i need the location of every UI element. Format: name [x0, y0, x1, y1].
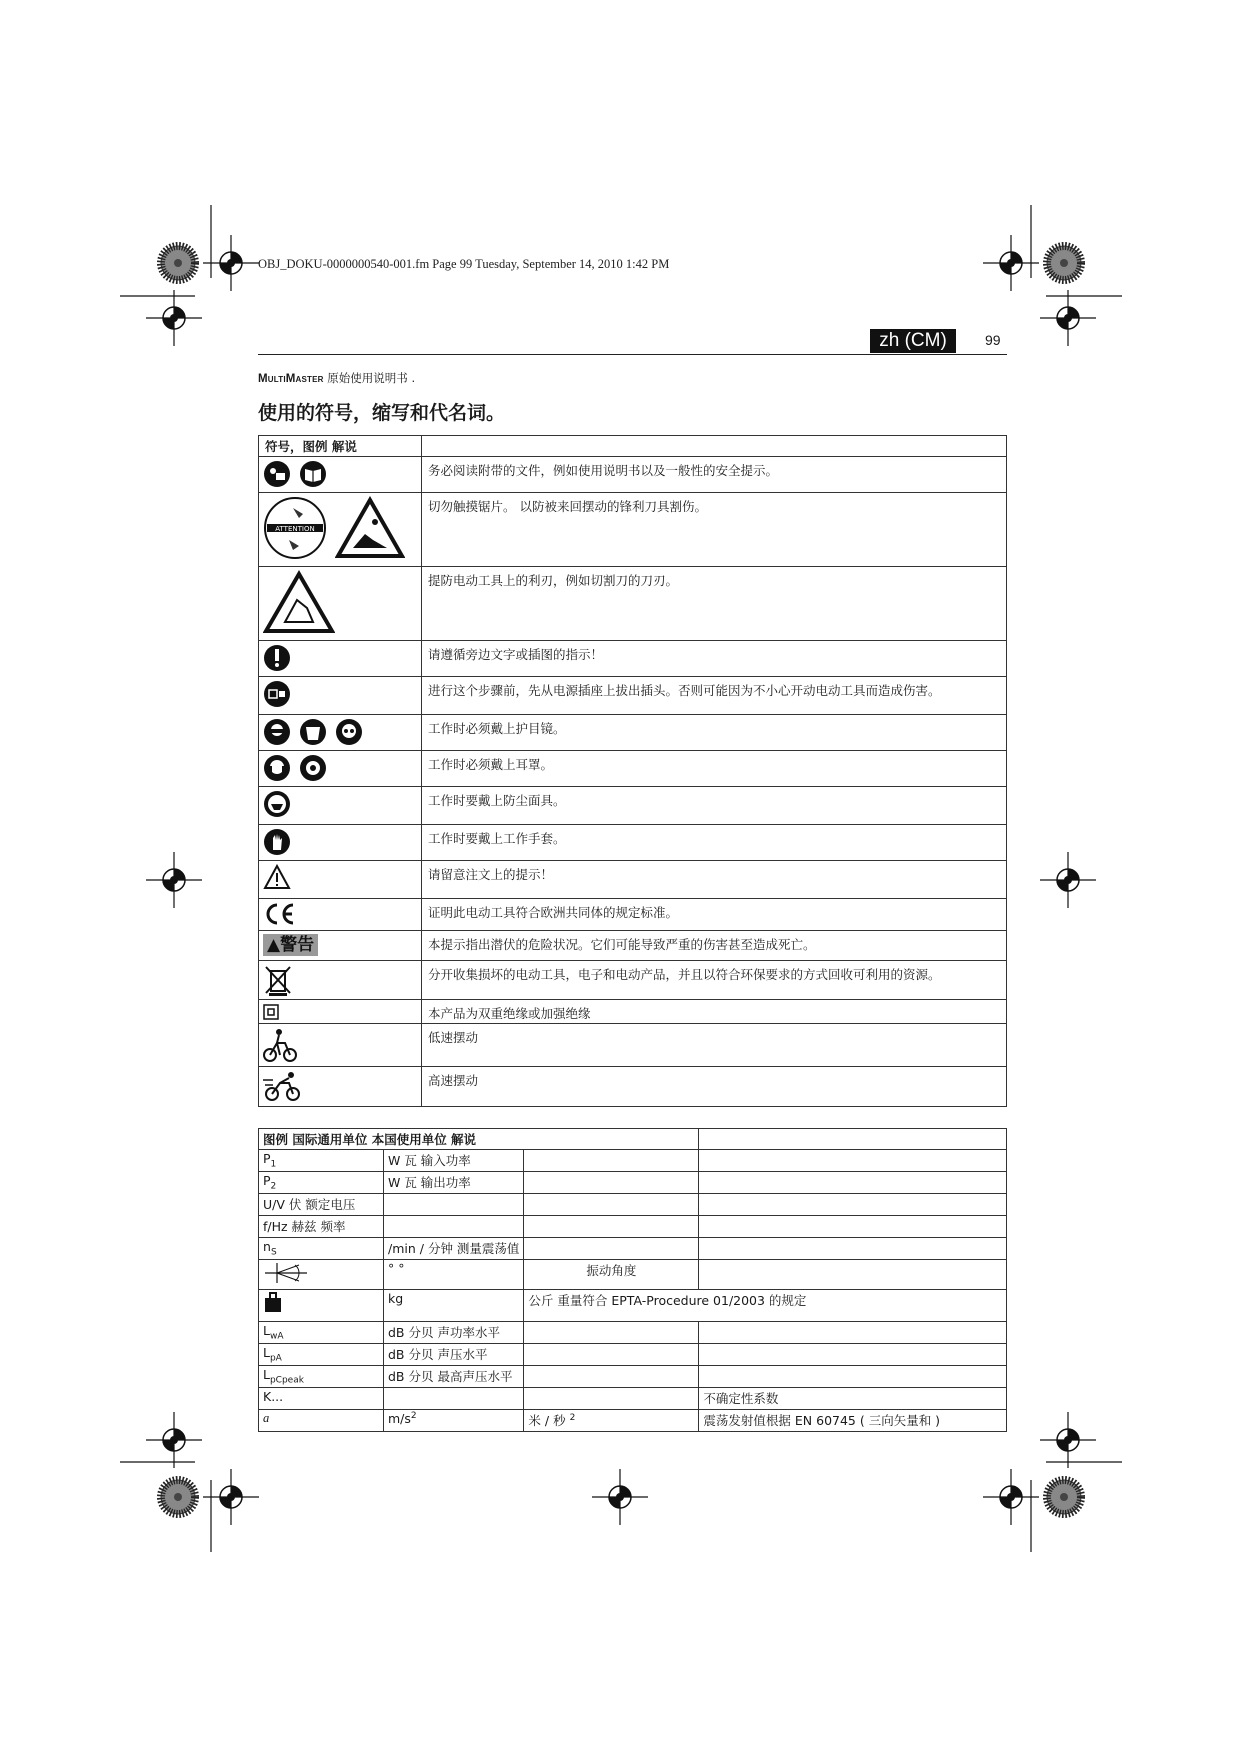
svg-text:ATTENTION: ATTENTION: [275, 525, 315, 533]
legend-cell: $P_2$: [259, 1172, 384, 1194]
page-number: 99: [985, 332, 1001, 348]
local-unit-cell: [524, 1388, 699, 1410]
unit-cell: W 瓦 输出功率: [384, 1172, 524, 1194]
warning-saw-triangle-icon: [335, 496, 405, 560]
symbol-cell: [259, 493, 422, 567]
table-row: [259, 1024, 1007, 1067]
explanation-cell: [699, 1260, 1007, 1290]
legend-cell: a: [259, 1410, 384, 1432]
symbol-cell: [259, 751, 422, 787]
low-speed-bike-icon: [263, 1027, 297, 1063]
symbol-cell: [259, 931, 422, 961]
unit-table: [258, 1128, 1007, 1432]
explanation-cell: [699, 1194, 1007, 1216]
symbol-cell: [259, 787, 422, 825]
table-header-cell: [524, 1129, 699, 1150]
symbol-cell: [259, 677, 422, 715]
table-row: [259, 1216, 1007, 1238]
local-unit-cell: [524, 1150, 699, 1172]
table-row: [259, 899, 1007, 931]
warning-sharp-blade-icon: [263, 570, 335, 634]
section-title: 使用的符号，缩写和代名词。: [258, 402, 506, 424]
dust-mask-icon: [263, 790, 291, 818]
table-row: [259, 1366, 1007, 1388]
weee-bin-icon: [263, 964, 293, 996]
explanation-cell: [699, 1172, 1007, 1194]
table-row: [259, 493, 1007, 567]
unit-cell: [384, 1388, 524, 1410]
ear-muffs-icon: [299, 754, 327, 782]
ce-mark-icon: [263, 902, 297, 926]
table-row: [259, 1067, 1007, 1107]
table-row: [259, 715, 1007, 751]
symbol-cell: [259, 567, 422, 641]
description-cell: 本产品为双重绝缘或加强绝缘: [422, 1000, 1007, 1024]
explanation-cell: [699, 1322, 1007, 1344]
explanation-cell: [699, 1366, 1007, 1388]
table-row: [259, 1000, 1007, 1024]
local-unit-cell: [524, 1366, 699, 1388]
table-row: [259, 1388, 1007, 1410]
table-row: [259, 1238, 1007, 1260]
unit-cell: dB 分贝 声功率水平: [384, 1322, 524, 1344]
symbol-cell: [259, 861, 422, 899]
table-row: [259, 1172, 1007, 1194]
table-header-cell: [259, 1129, 524, 1150]
table-row: [259, 1260, 1007, 1290]
legend-cell: [259, 1290, 384, 1322]
symbol-cell: [259, 457, 422, 493]
legend-cell: U/V 伏 额定电压: [259, 1194, 384, 1216]
oscillation-angle-icon: [263, 1261, 309, 1285]
table-header-cell: [699, 1129, 1007, 1150]
local-unit-cell: 振动角度: [524, 1260, 699, 1290]
legend-cell: $L_{wA}$: [259, 1322, 384, 1344]
description-cell: 请遵循旁边文字或插图的指示！: [422, 641, 1007, 677]
unit-cell: dB 分贝 声压水平: [384, 1344, 524, 1366]
symbol-cell: [259, 899, 422, 931]
local-unit-cell: [524, 1322, 699, 1344]
unit-cell: dB 分贝 最高声压水平: [384, 1366, 524, 1388]
table-row: [259, 457, 1007, 493]
language-badge: zh (CM): [870, 329, 956, 353]
symbol-cell: [259, 1067, 422, 1107]
safety-glasses-icon: [335, 718, 363, 746]
print-header: OBJ_DOKU-0000000540-001.fm Page 99 Tuesday, September 14, 2010 1:42 PM: [258, 257, 670, 271]
description-cell: 工作时必须戴上护目镜。: [422, 715, 1007, 751]
table-header-row: [259, 436, 1007, 457]
description-cell: 提防电动工具上的利刃，例如切割刀的刀刃。: [422, 567, 1007, 641]
legend-cell: [259, 1260, 384, 1290]
unplug-icon: [263, 680, 291, 708]
legend-cell: K...: [259, 1388, 384, 1410]
table-row: [259, 567, 1007, 641]
brand-name: MultiMaster: [258, 373, 324, 385]
table-row: [259, 961, 1007, 1000]
symbol-cell: [259, 1024, 422, 1067]
mandatory-icon: [263, 644, 291, 672]
table-header-cell: [422, 436, 1007, 457]
subtitle-text: 原始使用说明书 .: [323, 371, 416, 385]
unit-cell: /min / 分钟 测量震荡值: [384, 1238, 524, 1260]
symbol-cell: [259, 961, 422, 1000]
table-header-cell: 符号，图例 解说: [259, 436, 422, 457]
unit-cell: ° °: [384, 1260, 524, 1290]
weight-icon: [263, 1291, 283, 1313]
table-row: [259, 1344, 1007, 1366]
legend-cell: $P_1$: [259, 1150, 384, 1172]
unit-cell: $m/s^2$: [384, 1410, 524, 1432]
explanation-cell: [699, 1216, 1007, 1238]
description-cell: 务必阅读附带的文件，例如使用说明书以及一般性的安全提示。: [422, 457, 1007, 493]
high-speed-bike-icon: [263, 1070, 303, 1102]
description-cell: 低速摆动: [422, 1024, 1007, 1067]
header-rule: [258, 354, 1007, 355]
description-cell: 高速摆动: [422, 1067, 1007, 1107]
explanation-cell: 不确定性系数: [699, 1388, 1007, 1410]
local-unit-cell: [524, 1194, 699, 1216]
table-row: [259, 641, 1007, 677]
table-row: [259, 931, 1007, 961]
goggles-icon: [263, 718, 291, 746]
description-cell: 本提示指出潜伏的危险状况。它们可能导致严重的伤害甚至造成死亡。: [422, 931, 1007, 961]
symbol-table: [258, 435, 1007, 1107]
table-row: [259, 787, 1007, 825]
description-cell: 进行这个步骤前，先从电源插座上拔出插头。否则可能因为不小心开动电动工具而造成伤害。: [422, 677, 1007, 715]
description-cell: 工作时要戴上工作手套。: [422, 825, 1007, 861]
unit-cell: [384, 1194, 524, 1216]
symbol-cell: [259, 715, 422, 751]
unit-cell: [384, 1216, 524, 1238]
explanation-cell: [699, 1150, 1007, 1172]
table-row: [259, 1410, 1007, 1432]
explanation-cell: [699, 1344, 1007, 1366]
local-unit-cell: [524, 1344, 699, 1366]
warning-label-text: 警告: [280, 935, 315, 955]
legend-cell: $n_S$: [259, 1238, 384, 1260]
local-unit-cell: 公斤 重量符合 EPTA-Procedure 01/2003 的规定: [524, 1290, 1007, 1322]
local-unit-cell: [524, 1172, 699, 1194]
caution-triangle-icon: [263, 864, 291, 890]
table-header-row: [259, 1129, 1007, 1150]
double-insulation-icon: [263, 1004, 279, 1020]
ear-protection-icon: [263, 754, 291, 782]
description-cell: 切勿触摸锯片。 以防被来回摆动的锋利刀具割伤。: [422, 493, 1007, 567]
symbol-cell: [259, 641, 422, 677]
description-cell: 证明此电动工具符合欧洲共同体的规定标准。: [422, 899, 1007, 931]
unit-cell: kg: [384, 1290, 524, 1322]
legend-cell: f/Hz 赫兹 频率: [259, 1216, 384, 1238]
description-cell: 分开收集损坏的电动工具，电子和电动产品，并且以符合环保要求的方式回收可利用的资源。: [422, 961, 1007, 1000]
attention-saw-icon: [263, 496, 327, 560]
face-shield-icon: [299, 718, 327, 746]
table-row: [259, 861, 1007, 899]
description-cell: 工作时必须戴上耳罩。: [422, 751, 1007, 787]
document-subtitle: [258, 370, 415, 386]
gloves-icon: [263, 828, 291, 856]
manual-book-icon: [299, 460, 327, 488]
local-unit-cell: [524, 1238, 699, 1260]
read-manual-icon: [263, 460, 291, 488]
description-cell: 工作时要戴上防尘面具。: [422, 787, 1007, 825]
table-row: [259, 751, 1007, 787]
explanation-cell: 震荡发射值根据 EN 60745 ( 三向矢量和 ): [699, 1410, 1007, 1432]
table-row: [259, 825, 1007, 861]
table-row: [259, 1194, 1007, 1216]
legend-cell: $L_{pCpeak}$: [259, 1366, 384, 1388]
local-unit-cell: 米 / 秒 $^2$: [524, 1410, 699, 1432]
description-cell: 请留意注文上的提示！: [422, 861, 1007, 899]
symbol-cell: [259, 825, 422, 861]
unit-cell: W 瓦 输入功率: [384, 1150, 524, 1172]
explanation-cell: [699, 1238, 1007, 1260]
table-row: [259, 1150, 1007, 1172]
unit-table-header: 图例 国际通用单位 本国使用单位 解说: [263, 1132, 477, 1147]
table-row: [259, 677, 1007, 715]
table-row: [259, 1290, 1007, 1322]
table-row: [259, 1322, 1007, 1344]
symbol-cell: [259, 1000, 422, 1024]
legend-cell: $L_{pA}$: [259, 1344, 384, 1366]
warning-label-icon: ▲警告: [263, 934, 318, 956]
local-unit-cell: [524, 1216, 699, 1238]
